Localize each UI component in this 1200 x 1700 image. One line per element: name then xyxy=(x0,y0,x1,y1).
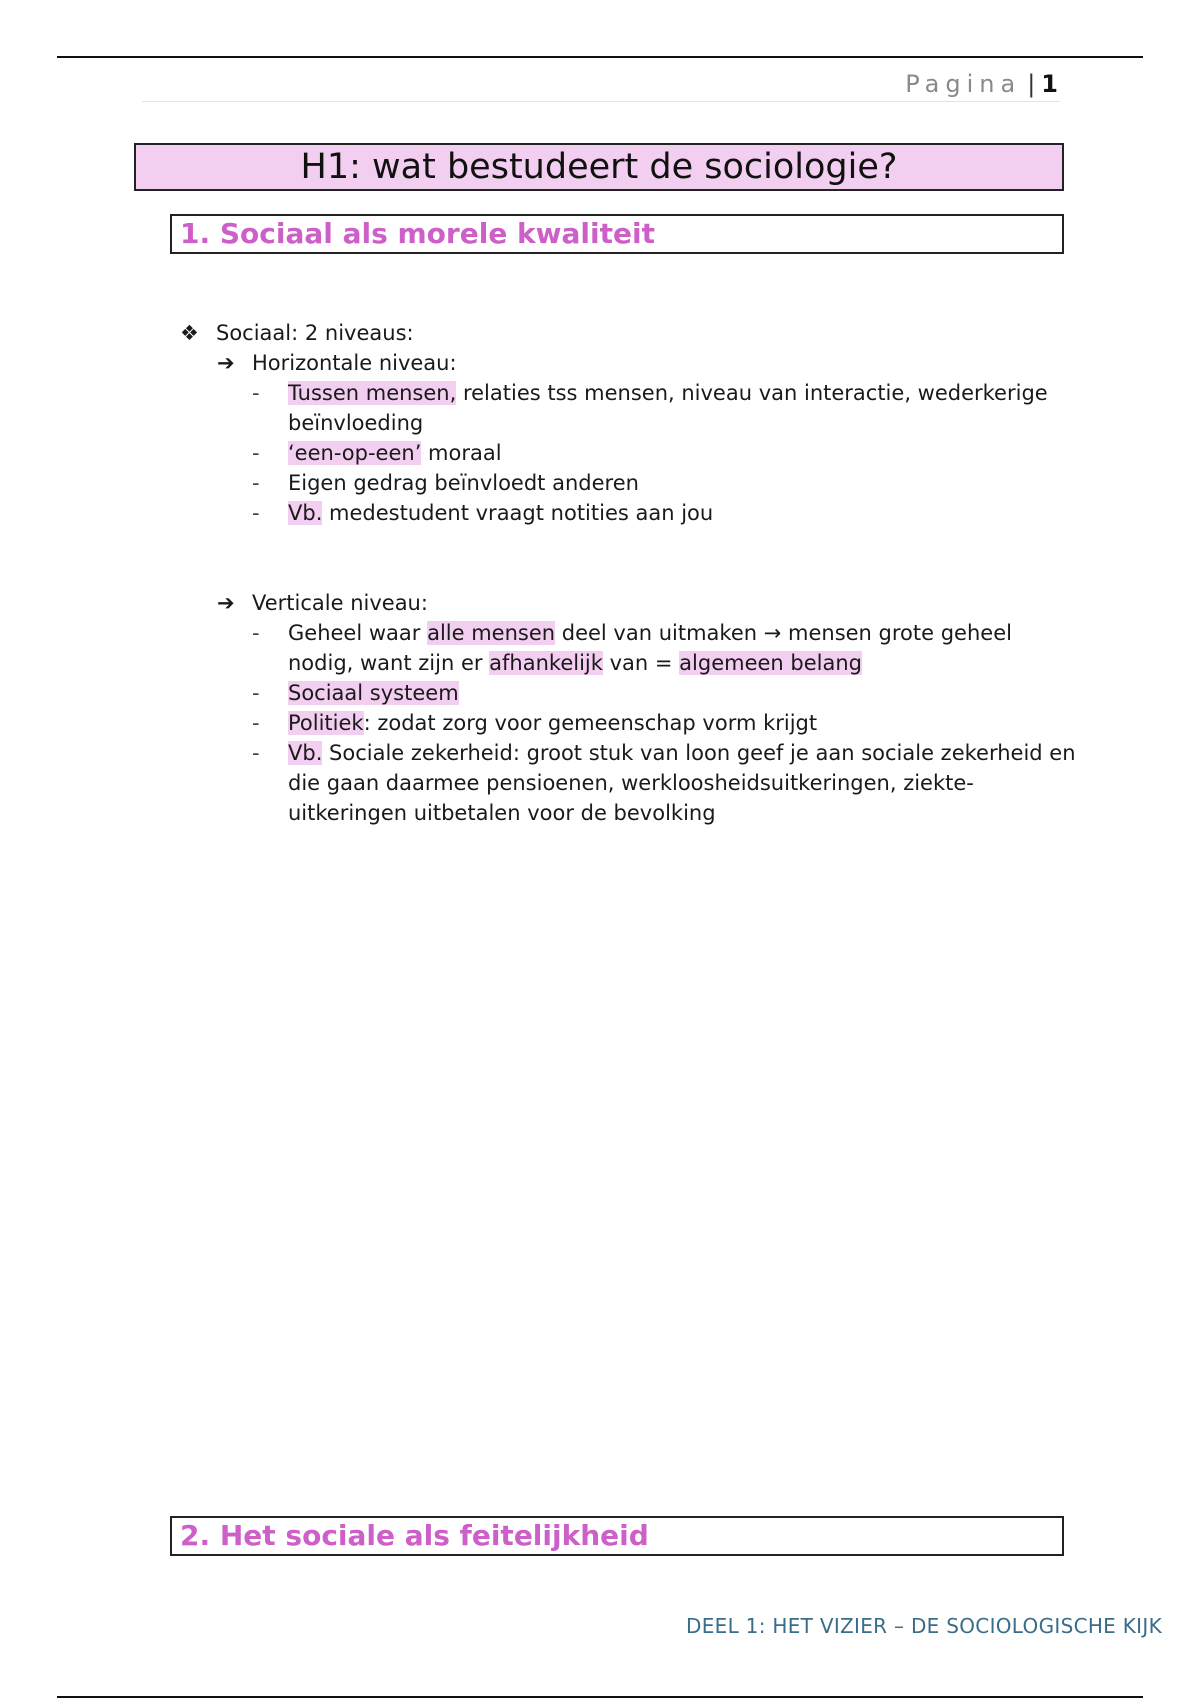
dash-bullet-icon: - xyxy=(252,711,260,735)
list-item-text: Sociale zekerheid: groot stuk van loon geef je aan sociale zekerheid en die gaan daarmee pensioenen, werkloosheidsuitkeringen, ziekte-uitkeringen uitbetalen voor de bevolking xyxy=(288,741,1076,825)
list-item-text: relaties tss mensen, niveau van interactie, wederkerige beïnvloeding xyxy=(288,381,1048,435)
header-line xyxy=(142,101,1060,102)
list-item xyxy=(180,738,1080,828)
highlight: Vb. xyxy=(288,501,323,525)
highlight: alle mensen xyxy=(427,621,556,645)
list-item xyxy=(180,378,1080,438)
list-item xyxy=(180,438,1080,468)
dash-bullet-icon: - xyxy=(252,471,260,495)
top-rule xyxy=(57,56,1143,58)
subheading-text: Horizontale niveau: xyxy=(252,351,457,375)
page-number: 1 xyxy=(1041,70,1058,98)
list-item xyxy=(180,318,1080,348)
chapter-title: H1: wat bestudeert de sociologie? xyxy=(134,143,1064,191)
list-item-text: van = xyxy=(602,651,680,675)
highlight: ‘een-op-een’ xyxy=(288,441,422,465)
list-item xyxy=(180,708,1080,738)
list-item-text: Sociaal: 2 niveaus: xyxy=(216,321,414,345)
diamond-bullet-icon: ❖ xyxy=(180,321,199,345)
highlight: Sociaal systeem xyxy=(288,681,459,705)
list-item-text: medestudent vraagt notities aan jou xyxy=(322,501,714,525)
highlight: Politiek xyxy=(288,711,364,735)
subheading-vertical xyxy=(180,588,1080,618)
list-item xyxy=(180,678,1080,708)
list-item-text: Geheel waar xyxy=(288,621,428,645)
list-item-text: Eigen gedrag beïnvloedt anderen xyxy=(288,471,639,495)
subheading-horizontal xyxy=(180,348,1080,378)
page-footer: DEEL 1: HET VIZIER – DE SOCIOLOGISCHE KIJK xyxy=(686,1614,1162,1638)
subheading-text: Verticale niveau: xyxy=(252,591,428,615)
dash-bullet-icon: - xyxy=(252,741,260,765)
dash-bullet-icon: - xyxy=(252,681,260,705)
highlight: Tussen mensen, xyxy=(288,381,457,405)
dash-bullet-icon: - xyxy=(252,501,260,525)
highlight: afhankelijk xyxy=(489,651,603,675)
list-item xyxy=(180,498,1080,528)
section-heading-1: 1. Sociaal als morele kwaliteit xyxy=(170,214,1064,254)
page-word: Pagina xyxy=(905,70,1022,98)
list-item-text: moraal xyxy=(421,441,502,465)
dash-bullet-icon: - xyxy=(252,621,260,645)
arrow-bullet-icon: ➔ xyxy=(217,591,235,615)
arrow-bullet-icon: ➔ xyxy=(217,351,235,375)
notes-content xyxy=(180,318,1080,828)
highlight: Vb. xyxy=(288,741,323,765)
list-item xyxy=(180,468,1080,498)
list-item-text: : zodat zorg voor gemeenschap vorm krijgt xyxy=(363,711,818,735)
dash-bullet-icon: - xyxy=(252,441,260,465)
list-item-text: deel van uitmaken → mensen grote geheel nodig, want zijn er xyxy=(288,621,1012,675)
highlight: algemeen belang xyxy=(679,651,862,675)
bottom-rule xyxy=(57,1696,1143,1698)
page-separator: | xyxy=(1027,70,1036,98)
list-item xyxy=(180,618,1080,678)
dash-bullet-icon: - xyxy=(252,381,260,405)
page-header xyxy=(905,70,1058,98)
section-heading-2: 2. Het sociale als feitelijkheid xyxy=(170,1516,1064,1556)
spacer xyxy=(180,528,1080,588)
